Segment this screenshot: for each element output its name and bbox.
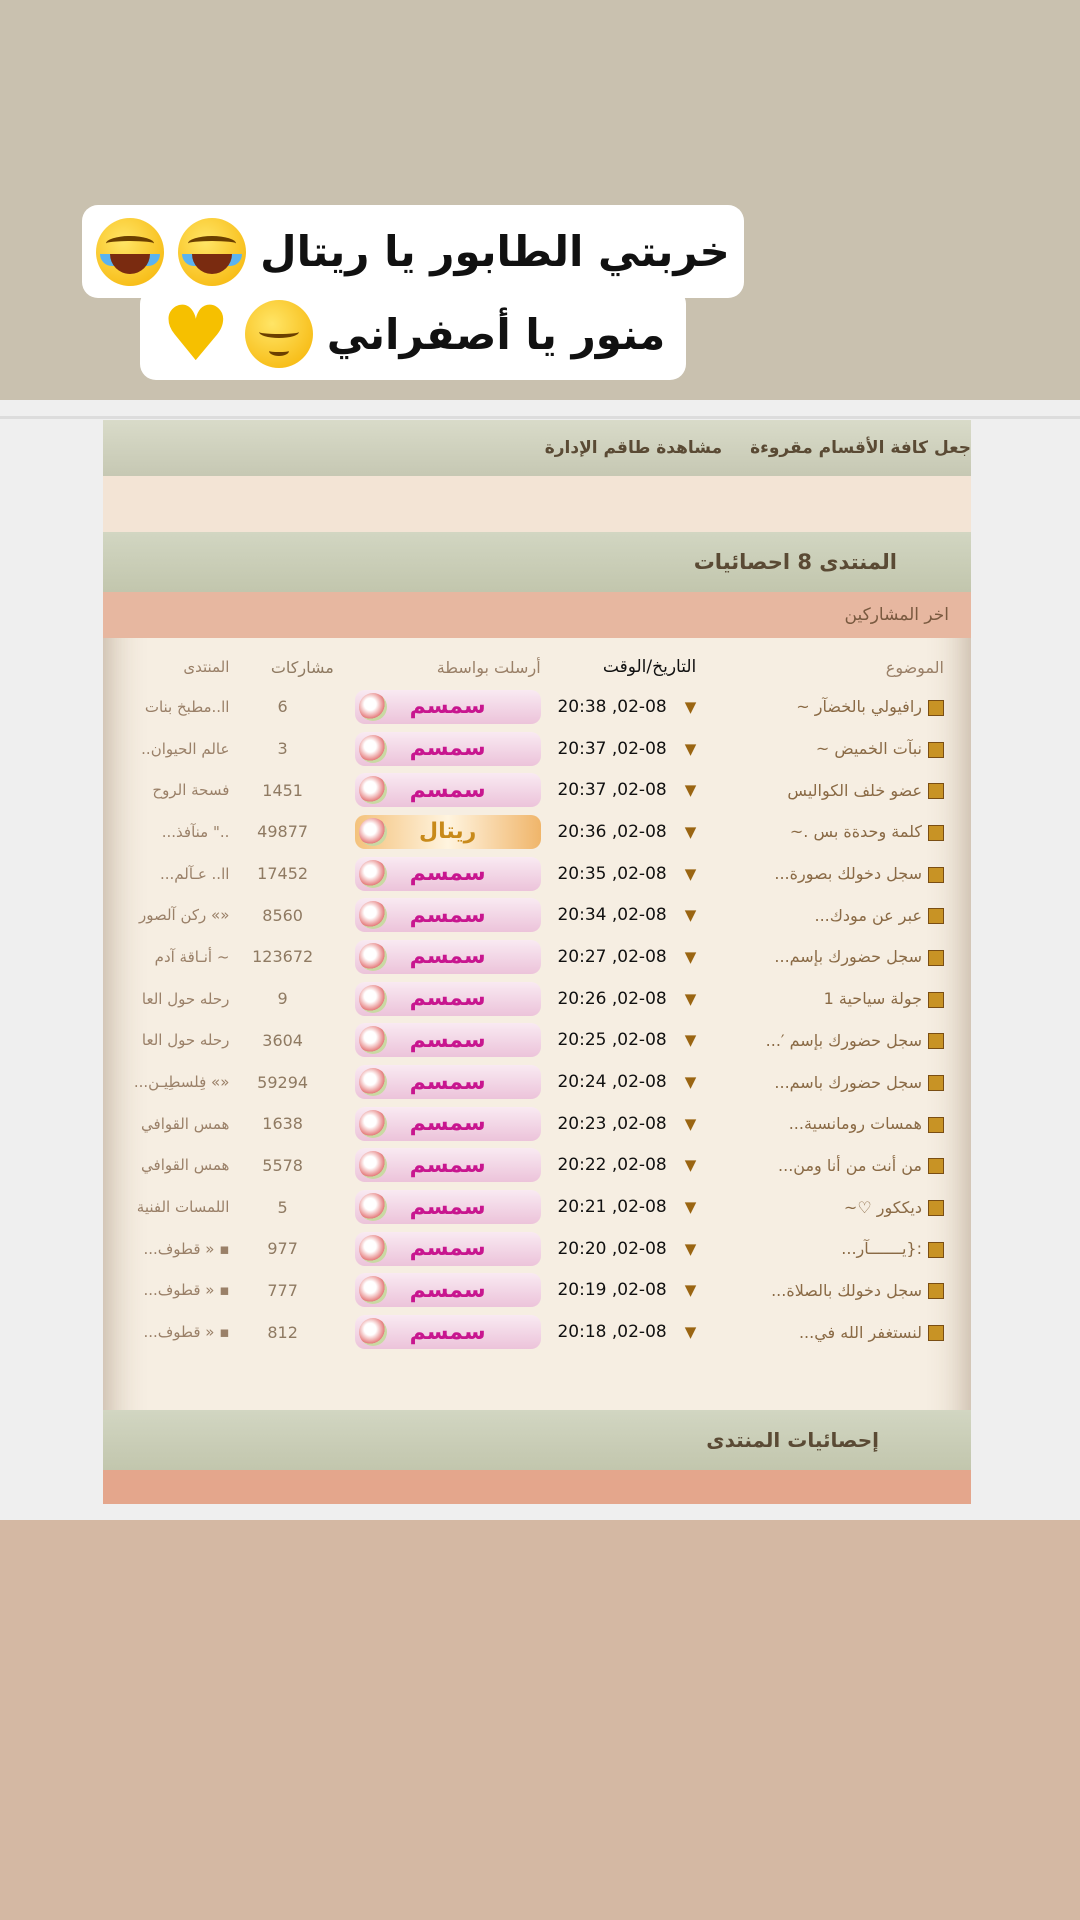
post-datetime: 02-08, 20:36 (557, 821, 667, 842)
post-datetime: 02-08, 20:22 (557, 1155, 667, 1176)
date-cell (542, 894, 698, 936)
forum-nav-bar (103, 420, 971, 476)
username: سمسم (409, 1319, 486, 1345)
topic-folder-icon (928, 1200, 944, 1216)
date-cell (542, 978, 698, 1020)
post-datetime: 02-08, 20:35 (557, 863, 667, 884)
go-to-post-icon[interactable]: ▼ (684, 989, 697, 1008)
user-cell (335, 811, 542, 853)
posts-count: 5578 (262, 1155, 303, 1175)
date-cell (542, 1186, 698, 1228)
stats-block-title[interactable]: المنتدى 8 احصائيات (693, 550, 897, 574)
user-badge-icon (359, 776, 387, 804)
go-to-post-icon[interactable]: ▼ (684, 1323, 697, 1342)
username: ريتال (419, 819, 477, 845)
username: سمسم (409, 694, 486, 720)
go-to-post-icon[interactable]: ▼ (684, 697, 697, 716)
user-cell (335, 978, 542, 1020)
forum-link[interactable]: «» رکن آلصور (138, 906, 230, 925)
topic-folder-icon (928, 1325, 944, 1341)
table-row (103, 686, 945, 728)
topic-link[interactable]: :{يـــــــآر... (841, 1239, 922, 1259)
user-badge-icon (359, 860, 387, 888)
caption-line-1 (82, 205, 744, 298)
user-badge-icon (359, 693, 387, 721)
table-row (103, 1020, 945, 1062)
forum-link[interactable]: ▪ « قطوف... (143, 1281, 230, 1300)
username: سمسم (409, 777, 486, 803)
post-datetime: 02-08, 20:24 (557, 1072, 667, 1093)
table-row (103, 1270, 945, 1312)
username: سمسم (409, 861, 486, 887)
topic-link[interactable]: سجل حضورك باسم... (774, 1072, 922, 1092)
post-datetime: 02-08, 20:34 (557, 905, 667, 926)
topic-folder-icon (928, 908, 944, 924)
post-datetime: 02-08, 20:25 (557, 1030, 667, 1051)
table-row (103, 811, 945, 853)
posts-count: 812 (267, 1322, 298, 1342)
go-to-post-icon[interactable]: ▼ (684, 1198, 697, 1217)
face-with-tears-of-joy-icon (178, 218, 246, 286)
date-cell (542, 936, 698, 978)
caption-text-1: خربتي الطابور يا ريتال (260, 227, 730, 276)
user-cell (335, 769, 542, 811)
table-row (103, 728, 945, 770)
topic-cell (697, 686, 945, 728)
user-badge[interactable] (355, 1023, 541, 1057)
user-badge[interactable] (355, 690, 541, 724)
column-sent-by: أرسلت بواسطة (436, 657, 541, 677)
column-posts: مشاركات (270, 657, 334, 677)
user-badge[interactable] (355, 732, 541, 766)
posts-count: 8560 (262, 905, 303, 925)
forum-link[interactable]: ~ أنـاقة آدم (154, 947, 230, 966)
topic-cell (697, 1145, 945, 1187)
topic-link[interactable]: من أنت من أنا ومن... (778, 1155, 922, 1175)
recent-topics-table (103, 648, 945, 1353)
forum-link[interactable]: همس القوافي (141, 1114, 230, 1133)
user-badge[interactable] (355, 898, 541, 932)
topic-folder-icon (928, 992, 944, 1008)
post-datetime: 02-08, 20:27 (557, 946, 667, 967)
topic-folder-icon (928, 1242, 944, 1258)
table-row (103, 1311, 945, 1353)
topic-link[interactable]: نبآت الخميض ~ (815, 739, 922, 759)
user-badge-icon (359, 1151, 387, 1179)
user-badge[interactable] (355, 1148, 541, 1182)
user-badge-icon (359, 1193, 387, 1221)
topic-folder-icon (928, 1283, 944, 1299)
view-staff-link[interactable]: مشاهدة طاقم الإدارة (544, 438, 723, 458)
user-badge[interactable] (355, 982, 541, 1016)
posts-count: 5 (277, 1197, 288, 1217)
table-row (103, 1103, 945, 1145)
user-cell (335, 853, 542, 895)
post-datetime: 02-08, 20:23 (557, 1113, 667, 1134)
username: سمسم (409, 1111, 486, 1137)
topic-link[interactable]: جولة سياحية 1 (823, 989, 922, 1009)
go-to-post-icon[interactable]: ▼ (684, 1073, 697, 1092)
table-header-row (103, 648, 945, 686)
user-badge-icon (359, 1068, 387, 1096)
username: سمسم (409, 1194, 486, 1220)
go-to-post-icon[interactable]: ▼ (684, 1239, 697, 1258)
decorative-bottom-strip (103, 1470, 971, 1504)
date-cell (542, 1270, 698, 1312)
user-badge-icon (359, 1235, 387, 1263)
posts-count: 9 (277, 989, 288, 1009)
table-row (103, 936, 945, 978)
column-datetime: التاريخ/الوقت (602, 657, 697, 677)
forum-link[interactable]: اللمسات الفنية (136, 1198, 230, 1217)
username: سمسم (409, 1069, 486, 1095)
user-cell (335, 686, 542, 728)
yellow-heart-icon: ♥ (161, 289, 230, 378)
user-cell (335, 1186, 542, 1228)
username: سمسم (409, 1236, 486, 1262)
posts-count: 3 (277, 739, 288, 759)
table-row (103, 853, 945, 895)
topic-cell (697, 1186, 945, 1228)
user-cell (335, 1061, 542, 1103)
caption-text-2: منور يا أصفراني (326, 309, 666, 359)
user-cell (335, 728, 542, 770)
username: سمسم (409, 944, 486, 970)
post-datetime: 02-08, 20:20 (557, 1238, 667, 1259)
forum-link[interactable]: ▪ « قطوف... (143, 1323, 230, 1342)
topic-cell (697, 1270, 945, 1312)
posts-count: 17452 (257, 864, 309, 884)
user-badge[interactable] (355, 815, 541, 849)
topic-cell (697, 853, 945, 895)
topic-link[interactable]: عضو خلف الكواليس (787, 780, 922, 800)
forum-link[interactable]: .." منآفذ... (161, 822, 230, 841)
posts-count: 977 (267, 1239, 298, 1259)
topic-folder-icon (928, 1158, 944, 1174)
posts-count: 49877 (257, 822, 309, 842)
face-with-tears-of-joy-icon (96, 218, 164, 286)
topic-link[interactable]: سجل دخولك بالصلاة... (771, 1280, 922, 1300)
topic-cell (697, 1103, 945, 1145)
topic-folder-icon (928, 1117, 944, 1133)
table-row (103, 1228, 945, 1270)
username: سمسم (409, 902, 486, 928)
posts-count: 1451 (262, 780, 303, 800)
go-to-post-icon[interactable]: ▼ (684, 1114, 697, 1133)
table-row (103, 894, 945, 936)
date-cell (542, 769, 698, 811)
post-datetime: 02-08, 20:26 (557, 988, 667, 1009)
go-to-post-icon[interactable]: ▼ (684, 822, 697, 841)
posts-count: 777 (267, 1280, 298, 1300)
post-datetime: 02-08, 20:37 (557, 738, 667, 759)
user-badge[interactable] (355, 773, 541, 807)
go-to-post-icon[interactable]: ▼ (684, 739, 697, 758)
forum-link[interactable]: ▪ « قطوف... (143, 1239, 230, 1258)
post-datetime: 02-08, 20:37 (557, 780, 667, 801)
forum-stats-title: إحصائيات المنتدى (706, 1428, 879, 1452)
topic-cell (697, 894, 945, 936)
username: سمسم (409, 1152, 486, 1178)
stats-block-header (103, 532, 971, 592)
topic-folder-icon (928, 867, 944, 883)
column-forum: المنتدى (183, 658, 230, 676)
user-cell (335, 1103, 542, 1145)
topic-folder-icon (928, 700, 944, 716)
user-badge[interactable] (355, 857, 541, 891)
topic-link[interactable]: همسات رومانسية... (788, 1114, 922, 1134)
topic-folder-icon (928, 783, 944, 799)
forum-link[interactable]: فسحة الروح (152, 781, 230, 800)
post-datetime: 02-08, 20:38 (557, 696, 667, 717)
forum-link[interactable]: «» فِلسطِيـن... (133, 1073, 230, 1092)
user-cell (335, 1270, 542, 1312)
date-cell (542, 1228, 698, 1270)
date-cell (542, 853, 698, 895)
topic-cell (697, 1061, 945, 1103)
topic-cell (697, 978, 945, 1020)
user-badge-icon (359, 985, 387, 1013)
user-badge-icon (359, 1110, 387, 1138)
user-cell (335, 1020, 542, 1062)
topic-folder-icon (928, 742, 944, 758)
topic-link[interactable]: كلمة وحدةة بس .~ (789, 822, 922, 842)
date-cell (542, 728, 698, 770)
post-datetime: 02-08, 20:19 (557, 1280, 667, 1301)
posts-count: 6 (277, 697, 288, 717)
username: سمسم (409, 986, 486, 1012)
date-cell (542, 1145, 698, 1187)
topic-cell (697, 1228, 945, 1270)
forum-screenshot (103, 420, 971, 1504)
user-badge-icon (359, 735, 387, 763)
username: سمسم (409, 736, 486, 762)
mark-all-read-link[interactable]: جعل كافة الأقسام مقروءة (750, 438, 971, 458)
forum-link[interactable]: رحله حول العا (141, 989, 230, 1008)
user-badge[interactable] (355, 1190, 541, 1224)
forum-link[interactable]: عالم الحيوان.. (141, 739, 230, 758)
last-posters-label: اخر المشاركين (844, 605, 949, 625)
date-cell (542, 811, 698, 853)
topic-cell (697, 1020, 945, 1062)
go-to-post-icon[interactable]: ▼ (684, 1031, 697, 1050)
user-badge[interactable] (355, 1273, 541, 1307)
forum-stats-bar (103, 1410, 971, 1470)
go-to-post-icon[interactable]: ▼ (684, 1281, 697, 1300)
posts-count: 1638 (262, 1114, 303, 1134)
column-topic: الموضوع (885, 657, 944, 677)
topic-cell (697, 769, 945, 811)
posts-count: 123672 (252, 947, 314, 967)
user-badge-icon (359, 1276, 387, 1304)
table-row (103, 1186, 945, 1228)
date-cell (542, 1103, 698, 1145)
date-cell (542, 1020, 698, 1062)
table-row (103, 1061, 945, 1103)
user-badge[interactable] (355, 940, 541, 974)
date-cell (542, 1311, 698, 1353)
go-to-post-icon[interactable]: ▼ (684, 781, 697, 800)
table-row (103, 1145, 945, 1187)
separator-line (0, 416, 1080, 419)
user-cell (335, 1228, 542, 1270)
topic-cell (697, 811, 945, 853)
topic-folder-icon (928, 1033, 944, 1049)
date-cell (542, 686, 698, 728)
user-badge-icon (359, 1318, 387, 1346)
user-cell (335, 936, 542, 978)
forum-link[interactable]: همس القوافي (141, 1156, 230, 1175)
topic-link[interactable]: سجل حضورك بإسم ′... (765, 1030, 922, 1050)
user-cell (335, 894, 542, 936)
go-to-post-icon[interactable]: ▼ (684, 947, 697, 966)
post-datetime: 02-08, 20:18 (557, 1322, 667, 1343)
topic-link[interactable]: سجل حضورك بإسم... (774, 947, 922, 967)
posts-count: 3604 (262, 1030, 303, 1050)
user-badge-icon (359, 818, 387, 846)
topic-link[interactable]: لنستغفر الله في... (798, 1322, 922, 1342)
last-posters-bar (103, 592, 971, 638)
user-badge-icon (359, 901, 387, 929)
topic-link[interactable]: ديككور ♡~ (843, 1197, 922, 1217)
username: سمسم (409, 1277, 486, 1303)
topic-cell (697, 728, 945, 770)
forum-link[interactable]: رحله حول العا (141, 1031, 230, 1050)
user-badge[interactable] (355, 1232, 541, 1266)
bottom-background (0, 1520, 1080, 1920)
go-to-post-icon[interactable]: ▼ (684, 906, 697, 925)
posts-count: 59294 (257, 1072, 309, 1092)
topic-folder-icon (928, 825, 944, 841)
forum-link[interactable]: اا..مطبخ بنات (144, 697, 230, 716)
caption-line-2 (140, 288, 686, 380)
topic-link[interactable]: عبر عن مودك... (814, 905, 922, 925)
user-badge-icon (359, 1026, 387, 1054)
topic-cell (697, 936, 945, 978)
table-row (103, 769, 945, 811)
go-to-post-icon[interactable]: ▼ (684, 864, 697, 883)
date-cell (542, 1061, 698, 1103)
topic-folder-icon (928, 1075, 944, 1091)
table-row (103, 978, 945, 1020)
topic-link[interactable]: سجل دخولك بصورة... (774, 864, 922, 884)
user-badge[interactable] (355, 1315, 541, 1349)
username: سمسم (409, 1027, 486, 1053)
decorative-stripe (103, 476, 971, 532)
user-badge[interactable] (355, 1065, 541, 1099)
topic-folder-icon (928, 950, 944, 966)
forum-link[interactable]: اا.. عـآلم... (160, 864, 230, 883)
relieved-face-icon (245, 300, 313, 368)
user-badge-icon (359, 943, 387, 971)
user-cell (335, 1145, 542, 1187)
go-to-post-icon[interactable]: ▼ (684, 1156, 697, 1175)
user-badge[interactable] (355, 1107, 541, 1141)
post-datetime: 02-08, 20:21 (557, 1197, 667, 1218)
user-cell (335, 1311, 542, 1353)
topic-cell (697, 1311, 945, 1353)
topic-link[interactable]: رافيولي بالخضآر ~ (796, 697, 922, 717)
